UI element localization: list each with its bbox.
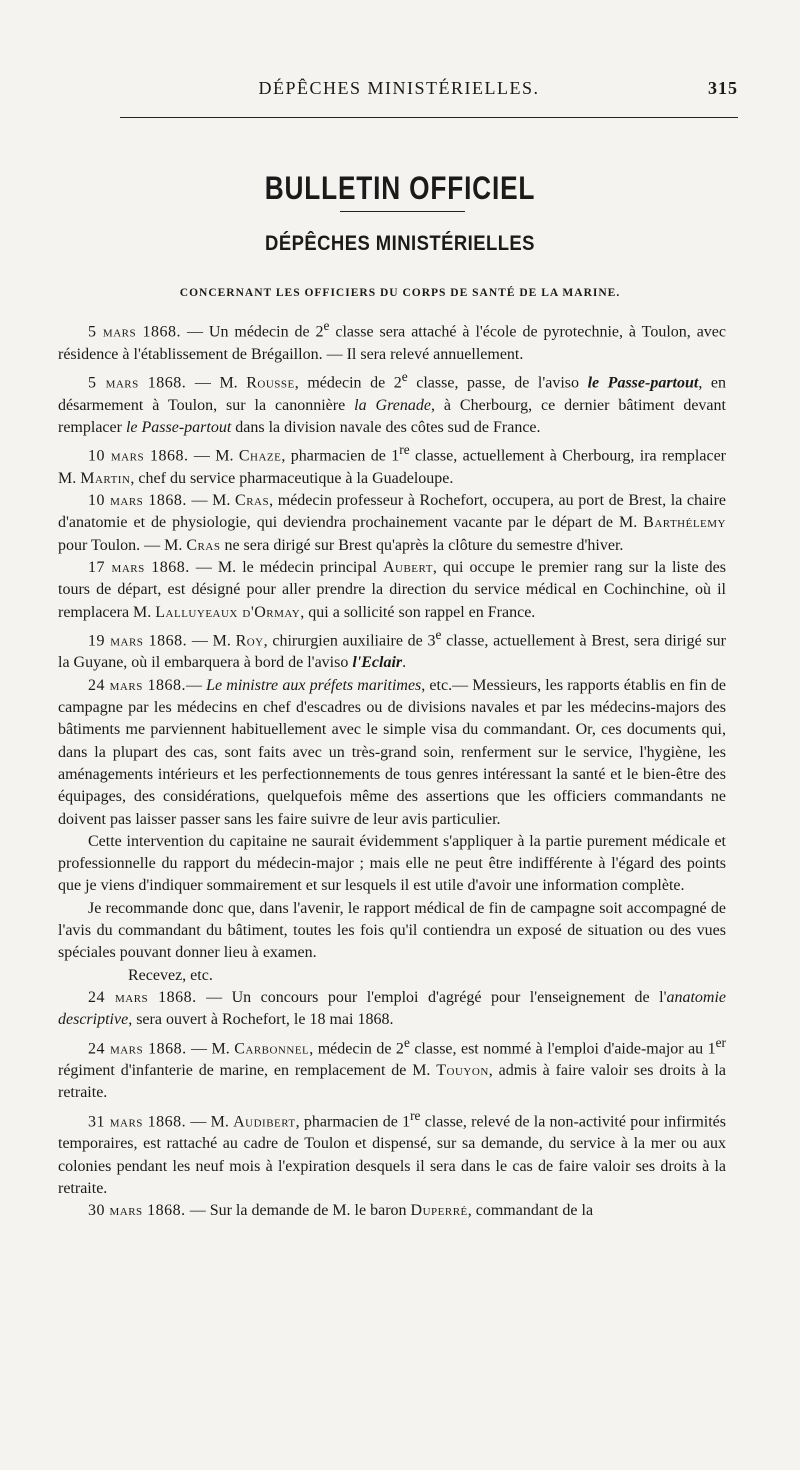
entry-text: , à Cherbourg, ce dernier bâtiment devant remplacer — [58, 396, 726, 436]
ordinal-suffix: er — [715, 1034, 726, 1050]
entry-text: , médecin professeur à Rochefort, occupera, au port de Brest, la chaire d'anatomie et de physiologie, qui deviendra prochainement vacante par le départ de M. — [58, 492, 727, 532]
dispatch-entry — [58, 1200, 726, 1222]
dispatch-entry — [58, 987, 726, 1032]
person-name: Cras — [186, 536, 221, 554]
ordinal-suffix: e — [401, 368, 408, 384]
entry-text: classe, actuellement à Cherbourg, ira remplacer M. — [58, 447, 726, 487]
ship-name: la Grenade — [354, 396, 431, 414]
entry-text: classe, actuellement à Brest, sera dirigé sur la Guyane, où il embarquera à bord de l'aviso — [58, 632, 726, 672]
entry-text: — M. le médecin principal — [189, 558, 383, 576]
entry-text: , commandant de la — [467, 1202, 594, 1220]
dispatch-entry — [58, 490, 726, 557]
subject-name: anatomie descriptive — [58, 988, 726, 1029]
entry-text: classe, passe, de l'aviso — [407, 374, 588, 392]
section-subtitle: CONCERNANT LES OFFICIERS DU CORPS DE SANTÉ DE LA MARINE. — [179, 287, 621, 299]
entry-text: — Sur la demande de M. le baron — [185, 1202, 411, 1220]
entry-date: 24 mars 1868. — [88, 1039, 187, 1057]
person-name: Touyon — [436, 1062, 489, 1080]
person-name: Duperré — [410, 1202, 468, 1220]
entry-text: pour Toulon. — M. — [58, 536, 187, 554]
ordinal-suffix: e — [435, 626, 442, 642]
document-body — [58, 315, 726, 1223]
entry-text: — M. — [186, 492, 236, 510]
running-head-title: DÉPÊCHES MINISTÉRIELLES. — [258, 78, 540, 98]
person-name: Carbonnel — [234, 1039, 310, 1057]
entry-text: — — [186, 676, 207, 694]
entry-date: 19 mars 1868. — [88, 632, 188, 650]
ship-name: le Passe-partout — [587, 374, 699, 392]
entry-text: , chef du service pharmaceutique à la Guadeloupe. — [130, 469, 454, 487]
dispatch-entry — [58, 1032, 726, 1105]
entry-text: , chirurgien auxiliaire de 3 — [263, 632, 436, 650]
entry-date: 5 mars 1868. — [88, 323, 182, 341]
letter-closing: Recevez, etc. — [128, 966, 213, 984]
entry-date: 10 mars 1868. — [88, 492, 187, 510]
entry-text: , médecin de 2 — [309, 1039, 404, 1057]
dispatch-entry — [58, 439, 726, 490]
entry-text: régiment d'infanterie de marine, en remplacement de M. — [58, 1062, 437, 1080]
entry-text: . — [402, 654, 407, 672]
entry-text: , en désarmement à Toulon, sur la canonnière — [58, 374, 727, 414]
entry-text: , etc.— Messieurs, les rapports établis en fin de campagne par les médecins en chef d'escadres ou de divisions navales et par les médecins-majors des bâtiments me parviennent habituellement avec le simple visa du commandant. Or, ces documents qui, dans la plupart des cas, sont faits avec un très-grand soin, renferment sur le service, l'hygiène, les aménagements intérieurs et les perfectionnements de tous genres intéressant la santé et le bien-être des équipages, des considérations, quelquefois même des assertions que les officiers commandants ne doivent pas laisser passer sans les faire suivre de leur avis particulier. — [58, 676, 726, 828]
entry-text: — M. — [186, 1039, 235, 1057]
entry-date: 31 mars 1868. — [88, 1113, 187, 1131]
letter-paragraph: Je recommande donc que, dans l'avenir, le rapport médical de fin de campagne soit accompagné de l'avis du commandant du bâtiment, toutes les fois qu'il contiendra un exposé de situation ou des vues spéciales pouvant donner lieu à examen. — [58, 899, 726, 962]
dispatch-entry — [58, 1105, 726, 1201]
entry-text: , qui occupe le premier rang sur la liste des tours de départ, est désigné pour aller prendre la direction du service médical en Cochinchine, où il remplacera M. — [58, 558, 726, 621]
dispatch-entry — [58, 557, 726, 624]
entry-text: — M. — [186, 1113, 234, 1131]
person-name: Aubert — [382, 558, 433, 576]
entry-date: 10 mars 1868. — [88, 447, 189, 465]
ship-name: le Passe-partout — [125, 418, 232, 436]
entry-text: — Un concours pour l'emploi d'agrégé pour l'enseignement de l' — [196, 988, 667, 1006]
entry-date: 30 mars 1868. — [88, 1202, 186, 1220]
entry-text: classe, est nommé à l'emploi d'aide-major au 1 — [409, 1039, 716, 1057]
person-name: Martin — [80, 469, 131, 487]
ordinal-suffix: re — [399, 442, 410, 458]
entry-text: , médecin de 2 — [294, 374, 402, 392]
person-name: Cras — [235, 492, 270, 510]
header-rule — [120, 117, 738, 118]
entry-text: ne sera dirigé sur Brest qu'après la clôture du semestre d'hiver. — [220, 536, 624, 554]
ordinal-suffix: e — [323, 318, 330, 333]
entry-text: , admis à faire valoir ses droits à la retraite. — [58, 1062, 726, 1102]
ordinal-suffix: e — [403, 1034, 410, 1050]
dispatch-entry — [58, 366, 726, 439]
person-name: Roy — [235, 632, 264, 650]
dispatch-entry — [58, 315, 726, 366]
letter-paragraph: Cette intervention du capitaine ne saurait évidemment s'appliquer à la partie purement médicale et professionnelle du rapport du médecin-major ; mais elle ne peut être indifférente à l'égard des points que je viens d'indiquer sommairement et sur lesquels il est utile d'avoir une information complète. — [58, 832, 726, 895]
addressee: Le ministre aux préfets maritimes — [206, 676, 422, 694]
bulletin-title: BULLETIN OFFICIEL — [264, 170, 536, 206]
person-name: Chaze — [238, 447, 282, 465]
entry-text: classe sera attaché à l'école de pyrotechnie, à Toulon, avec résidence à l'établissement de Brégaillon. — Il sera relevé annuellement. — [58, 323, 726, 363]
person-name: Rousse — [246, 374, 295, 392]
person-name: Barthélemy — [643, 514, 726, 532]
entry-text: — M. — [186, 374, 247, 392]
page-number: 315 — [708, 78, 738, 98]
entry-text: , pharmacien de 1 — [281, 447, 400, 465]
dispatch-entry — [58, 675, 726, 831]
entry-text: — M. — [187, 632, 236, 650]
entry-text: , sera ouvert à Rochefort, le 18 mai 1868. — [128, 1011, 394, 1029]
entry-date: 5 mars 1868. — [88, 374, 187, 392]
ordinal-suffix: re — [410, 1107, 421, 1123]
entry-date: 24 mars 1868. — [88, 676, 186, 694]
entry-text: , pharmacien de 1 — [295, 1113, 411, 1131]
entry-date: 17 mars 1868. — [88, 558, 190, 576]
entry-text: dans la division navale des côtes sud de France. — [231, 418, 541, 436]
entry-text: classe, relevé de la non-activité pour infirmités temporaires, est rattaché au cadre de Toulon et dispensé, sur sa demande, du service à la mer ou aux colonies pendant les neuf mois à l'expiration desquels il sera dans le cas de faire valoir ses droits à la retraite. — [58, 1113, 726, 1197]
title-rule — [340, 211, 465, 212]
dispatch-entry — [58, 624, 726, 675]
entry-text: — Un médecin de 2 — [181, 323, 324, 341]
person-name: Audibert — [233, 1113, 296, 1131]
person-name: Lalluyeaux d'Ormay — [155, 603, 301, 621]
entry-text: — M. — [188, 447, 239, 465]
ship-name: l'Eclair — [352, 654, 403, 672]
entry-text: , qui a sollicité son rappel en France. — [300, 603, 536, 621]
section-title: DÉPÊCHES MINISTÉRIELLES — [265, 232, 535, 255]
running-head — [60, 78, 738, 99]
entry-date: 24 mars 1868. — [88, 988, 197, 1006]
